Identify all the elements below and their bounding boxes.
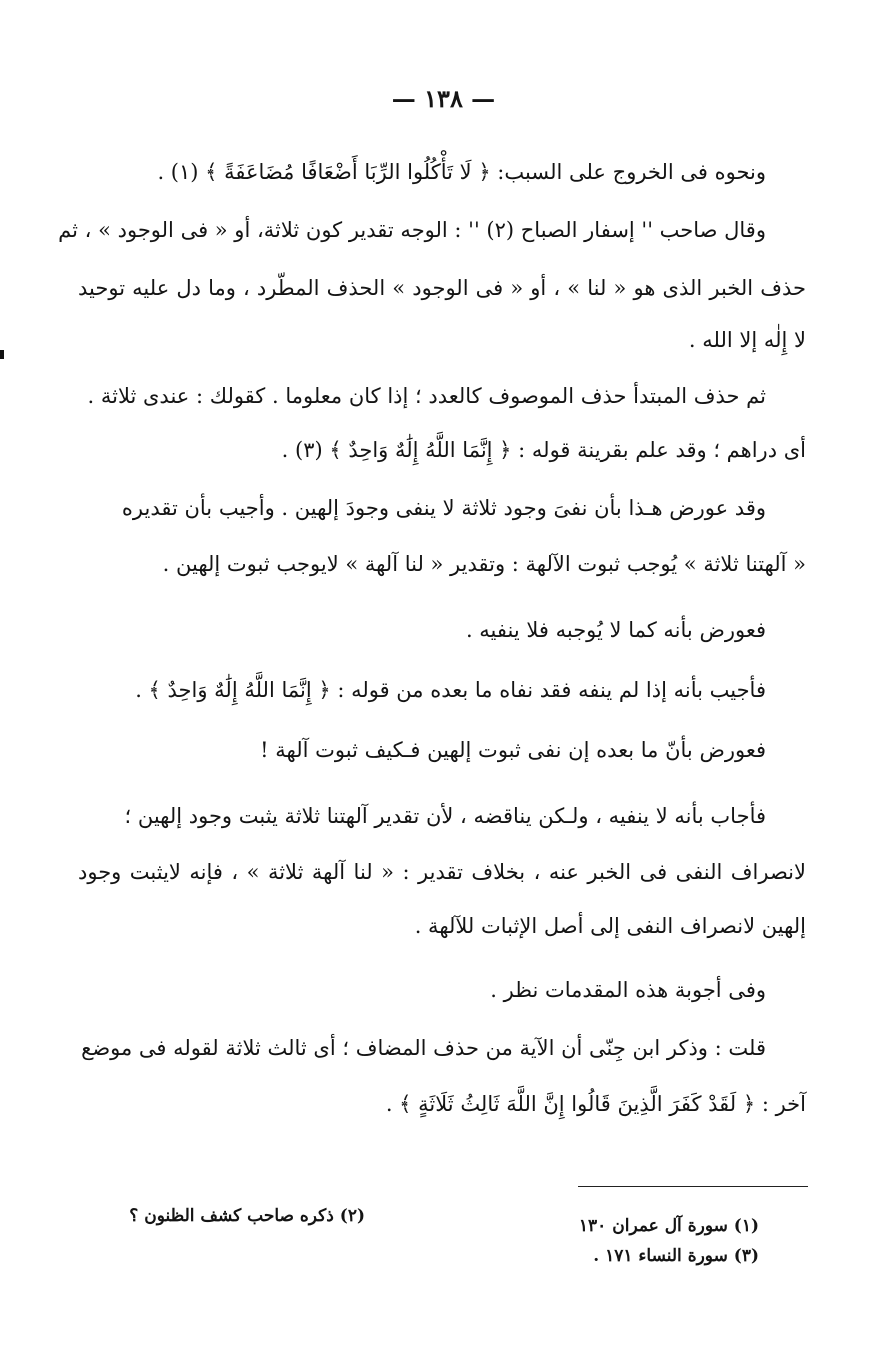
footnote-2: (٢) ذكره صاحب كشف الظنون ؟ — [129, 1206, 365, 1226]
text-line-13: لانصراف النفى فى الخبر عنه ، بخلاف تقدير : « لنا آلهة ثلاثة » ، فإنه لايثبت وجود — [78, 860, 806, 884]
text-line-5: ثم حذف المبتدأ حذف الموصوف كالعدد ؛ إذا كان معلوما . كقولك : عندى ثلاثة . — [87, 384, 766, 408]
text-line-4: لا إِلٰه إلا الله . — [688, 328, 806, 352]
text-line-15: وفى أجوبة هذه المقدمات نظر . — [490, 978, 766, 1002]
text-line-17: آخر : ﴿ لَقَدْ كَفَرَ الَّذِينَ قَالُوا إِنَّ اللَّهَ ثَالِثُ ثَلَاثَةٍ ﴾ . — [385, 1092, 806, 1116]
text-line-7: وقد عورض هـذا بأن نفىَ وجود ثلاثة لا ينفى وجودَ إلهين . وأجيب بأن تقديره — [121, 496, 766, 520]
footnote-1: (١) سورة آل عمران ١٣٠ — [578, 1216, 759, 1236]
text-line-16: قلت : وذكر ابن جِنّى أن الآية من حذف المضاف ؛ أى ثالث ثلاثة لقوله فى موضع — [81, 1036, 766, 1060]
text-line-9: فعورض بأنه كما لا يُوجبه فلا ينفيه . — [465, 618, 766, 642]
text-line-14: إلهين لانصراف النفى إلى أصل الإثبات للآلهة . — [414, 914, 806, 938]
text-line-1: ونحوه فى الخروج على السبب: ﴿ لَا تَأْكُلُوا الرِّبَا أَضْعَافًا مُضَاعَفَةً ﴾ (١) . — [157, 160, 766, 184]
text-line-6: أى دراهم ؛ وقد علم بقرينة قوله : ﴿ إِنَّمَا اللَّهُ إِلَٰهٌ وَاحِدٌ ﴾ (٣) . — [281, 438, 806, 462]
page-number: — ١٣٨ — — [391, 84, 496, 113]
text-line-12: فأجاب بأنه لا ينفيه ، ولـكن يناقضه ، لأن تقدير آلهتنا ثلاثة يثبت وجود إلهين ؛ — [124, 804, 766, 828]
footnote-separator — [578, 1186, 808, 1187]
text-line-11: فعورض بأنّ ما بعده إن نفى ثبوت إلهين فـكيف ثبوت آلهة ! — [260, 738, 766, 762]
scan-margin-mark — [0, 350, 4, 359]
text-line-8: « آلهتنا ثلاثة » يُوجب ثبوت الآلهة : وتقدير « لنا آلهة » لايوجب ثبوت إلهين . — [162, 552, 806, 576]
text-line-2: وقال صاحب '' إسفار الصباح (٢) '' : الوجه تقدير كون ثلاثة، أو « فى الوجود » ، ثم — [58, 218, 766, 242]
text-line-10: فأجيب بأنه إذا لم ينفه فقد نفاه ما بعده من قوله : ﴿ إِنَّمَا اللَّهُ إِلَٰهٌ وَاحِدٌ ﴾ . — [135, 678, 766, 702]
text-line-3: حذف الخبر الذى هو « لنا » ، أو « فى الوجود » الحذف المطّرد ، وما دل عليه توحيد — [78, 276, 806, 300]
footnote-3: (٣) سورة النساء ١٧١ . — [593, 1246, 759, 1266]
